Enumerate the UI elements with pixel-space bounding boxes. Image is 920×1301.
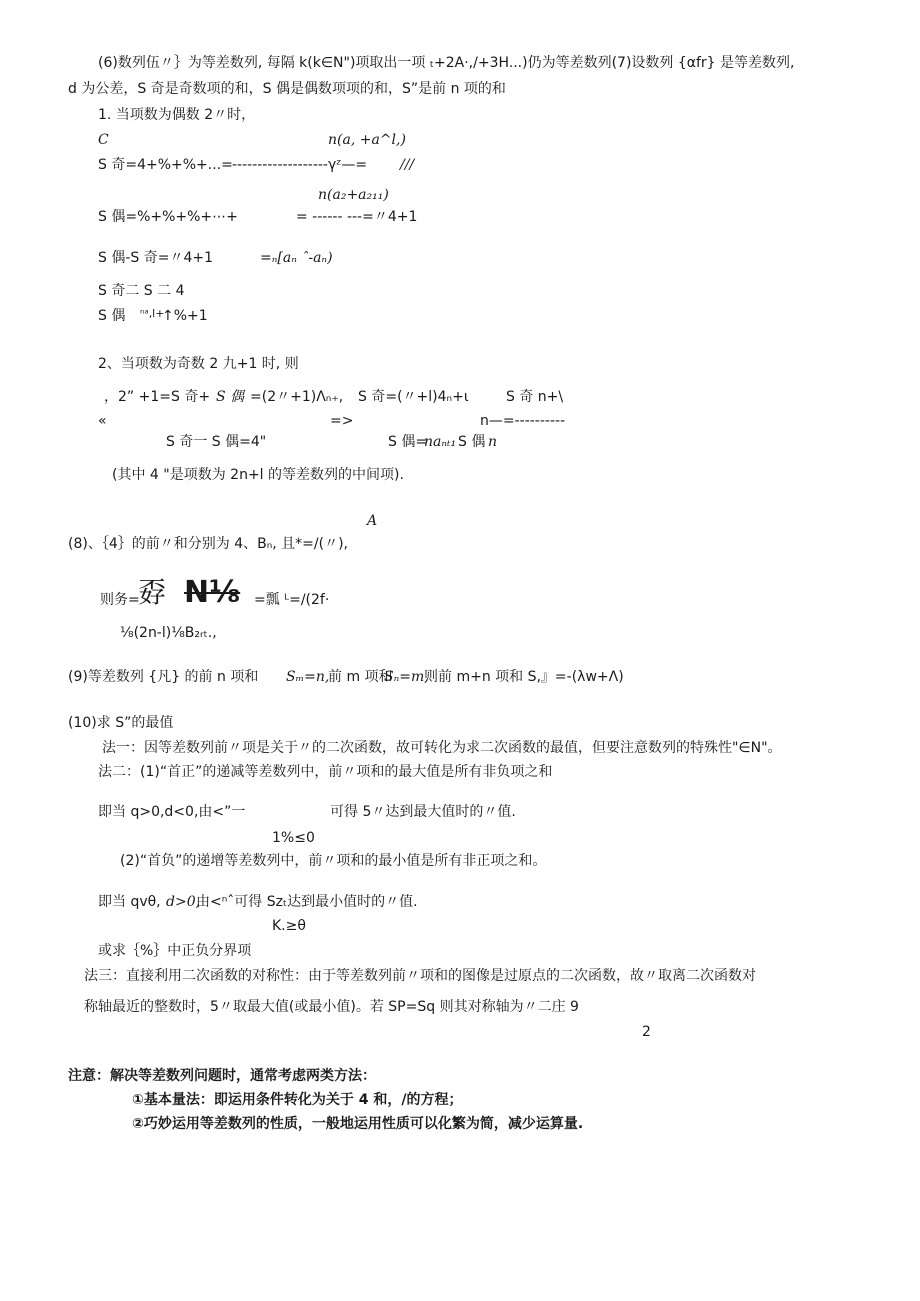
formula-numerator-even: n(a₂+a₂₁₁) bbox=[318, 187, 389, 203]
formula-ratio-tail: ↑%+1 bbox=[162, 308, 208, 324]
formula-s-even-denominator-n: n bbox=[488, 434, 498, 450]
formula-fraction-line: n—=---------- bbox=[480, 413, 566, 429]
formula-s-odd-result: /// bbox=[400, 157, 415, 173]
formula-odd-sum-2: S 奇=(〃+l)4ₙ+ι bbox=[358, 389, 469, 405]
text-line-property-9-a: (9)等差数列 {凡} 的前 n 项和 bbox=[68, 669, 259, 685]
formula-garbled-fraction: N⅛ bbox=[184, 575, 241, 610]
text-line-min-condition-a: 即当 qvθ, bbox=[98, 894, 161, 910]
formula-odd-sum-3: S 奇 n+\ bbox=[506, 389, 564, 405]
formula-sn: Sₙ=m, bbox=[384, 669, 429, 685]
symbol-implies-left: « bbox=[98, 413, 107, 429]
text-line-boundary-term: 或求｛%｝中正负分界项 bbox=[98, 943, 252, 959]
formula-ratio-denominator: ⅛(2n-l)⅛B₂ᵣₜ., bbox=[120, 625, 217, 641]
formula-c: C bbox=[98, 132, 109, 148]
text-line-odd-even-sums: d 为公差，S 奇是奇数项的和，S 偶是偶数项项的和，S”是前 n 项的和 bbox=[68, 81, 506, 97]
text-line-case-even: 1. 当项数为偶数 2〃时， bbox=[98, 107, 256, 123]
text-line-property-9-b: 前 m 项和 bbox=[328, 669, 393, 685]
formula-s-even-odd-case: S 偶= bbox=[388, 434, 428, 450]
text-line-method-1: 法一：因等差数列前〃项是关于〃的二次函数，故可转化为求二次函数的最值，但要注意数列的特殊性"∈N"。 bbox=[102, 740, 782, 756]
formula-ratio-rhs: =瓢 ᴸ=/(2f· bbox=[254, 592, 330, 608]
formula-min-inequality: K.≥θ bbox=[272, 918, 306, 934]
text-line-note-2: ②巧妙运用等差数列的性质，一般地运用性质可以化繁为简，减少运算量. bbox=[132, 1116, 584, 1132]
formula-ratio-top: S 奇二 S 二 4 bbox=[98, 283, 185, 299]
formula-sm: Sₘ=n, bbox=[286, 669, 330, 685]
symbol-implies-arrow: => bbox=[330, 413, 354, 429]
formula-s-odd: S 奇=4+%+%+...= bbox=[98, 157, 233, 173]
text-line-min-case: (2)“首负”的递增等差数列中，前〃项和的最小值是所有非正项之和。 bbox=[120, 853, 547, 869]
text-line-property-9-c: 则前 m+n 项和 S,』=-(λw+Λ) bbox=[424, 669, 624, 685]
text-line-note-1: ①基本量法：即运用条件转化为关于 4 和，/的方程； bbox=[132, 1092, 463, 1108]
formula-s-even: S 偶=%+%+%+⋯+ bbox=[98, 209, 238, 225]
text-line-min-condition-c: 由<ⁿˆ可得 Sᴢₜ达到最小值时的〃值. bbox=[196, 894, 418, 910]
formula-s-even-result: = ------ ---=〃4+1 bbox=[296, 209, 418, 225]
formula-s-even-denominator: S 偶 bbox=[458, 434, 486, 450]
text-line-property-8: (8)、｛4｝的前〃和分别为 4、Bₙ, 且*=/(〃), bbox=[68, 536, 348, 552]
formula-odd-sum-1-italic: S 偶 bbox=[216, 389, 245, 405]
formula-ratio-bottom: S 偶 bbox=[98, 308, 126, 324]
formula-garbled-glyph: 孬 bbox=[138, 576, 167, 609]
formula-numerator-odd: n(a, +a^l,) bbox=[328, 132, 406, 148]
text-line-property-10: (10)求 S”的最值 bbox=[68, 715, 174, 731]
text-line-method-2: 法二：(1)“首正”的递减等差数列中，前〃项和的最大值是所有非负项之和 bbox=[98, 764, 553, 780]
formula-max-inequality: 1%≤0 bbox=[272, 830, 315, 846]
formula-odd-sum-1-tail: =(2〃+1)Λₙ₊, bbox=[250, 389, 344, 405]
formula-a-label: A bbox=[367, 513, 378, 529]
formula-ratio-subscript: ⁿᵃ,l+ bbox=[140, 307, 165, 320]
formula-s-odd-fraction: -------------------γᶻ—= bbox=[232, 157, 368, 173]
text-line-max-condition: 即当 q>0,d<0,由<”一 bbox=[98, 804, 246, 820]
text-line-min-condition-b: d>0, bbox=[166, 894, 201, 910]
text-line-note: 注意：解决等差数列问题时，通常考虑两类方法： bbox=[68, 1068, 376, 1084]
text-line-case-odd: 2、当项数为奇数 2 九+1 时, 则 bbox=[98, 356, 299, 372]
formula-denominator-2: 2 bbox=[642, 1024, 651, 1040]
text-line-middle-term-note: (其中 4 "是项数为 2n+l 的等差数列的中间项). bbox=[112, 467, 404, 483]
text-line-method-3: 法三：直接利用二次函数的对称性：由于等差数列前〃项和的图像是过原点的二次函数，故〃取离二次函数对 bbox=[84, 968, 756, 984]
text-line-method-3-cont: 称轴最近的整数时，5〃取最大值(或最小值)。若 SP=Sq 则其对称轴为〃二庄 9 bbox=[84, 999, 579, 1015]
formula-difference-rhs: =ₙ[aₙ ˆ-aₙ) bbox=[260, 250, 333, 266]
formula-ratio-intro: 则务= bbox=[100, 592, 140, 608]
text-line-max-result: 可得 5〃达到最大值时的〃值. bbox=[330, 804, 516, 820]
formula-s-even-odd-case-term: naₙₜ₁ bbox=[424, 434, 457, 450]
formula-odd-minus-even: S 奇一 S 偶=4" bbox=[166, 434, 267, 450]
text-line-property-6-7: (6)数列伍〃｝为等差数列, 每隔 k(k∈N")项取出一项 ₜ+2A·,/+3H...)仍为等差数列(7)设数列 {αfr} 是等差数列, bbox=[98, 55, 795, 71]
formula-difference: S 偶-S 奇=〃4+1 bbox=[98, 250, 214, 266]
formula-odd-sum-1: ，2” +1=S 奇+ bbox=[104, 389, 211, 405]
